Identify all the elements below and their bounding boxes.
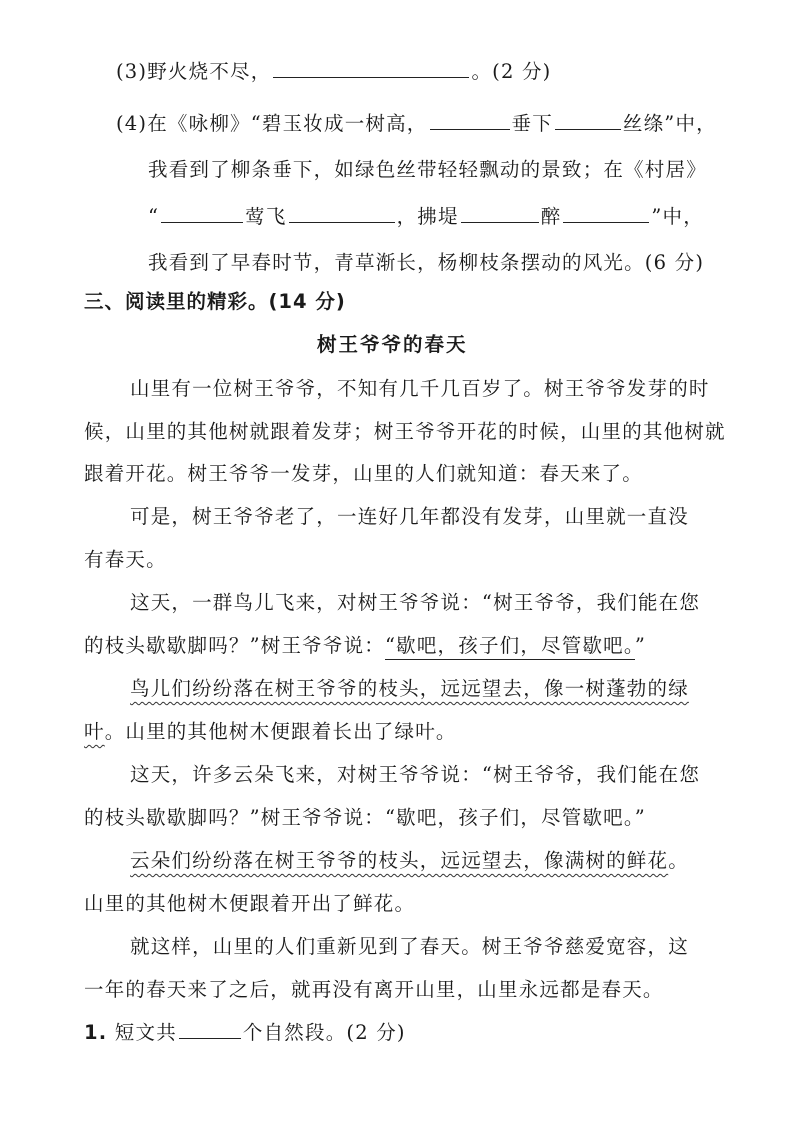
question-1 [84,1019,406,1047]
question-4-text-b: 垂下 [511,112,553,135]
straight-underlined-sentence: “歇吧，孩子们，尽管歇吧。 [385,634,635,660]
answer-blank-q4-1[interactable] [430,111,510,130]
paragraph-3-text: 的枝头歇歇脚吗？”树王爷爷说： [84,634,385,657]
question-4-text-g: ”中， [651,205,704,228]
answer-blank-q3[interactable] [273,59,469,78]
answer-blank-q4-3[interactable] [161,204,243,223]
paragraph-6-period: 。 [668,849,689,872]
question-1-text-a: 短文共 [114,1021,177,1044]
wavy-underlined-sentence-1-end: 叶 [84,720,105,743]
question-4-text-f: 醉 [540,205,562,228]
question-4-line-1 [116,110,717,138]
paragraph-2-line-2: 有春天。 [84,548,167,571]
question-4-line-4: 我看到了早春时节，青草渐长，杨柳枝条摆动的风光。(6 分) [148,251,705,274]
paragraph-4-line-2 [84,718,457,746]
paragraph-4-text: 。山里的其他树木便跟着长出了绿叶。 [104,720,457,743]
paragraph-1-line-1: 山里有一位树王爷爷，不知有几千几百岁了。树王爷爷发芽的时 [130,377,710,400]
passage-title: 树王爷爷的春天 [317,333,468,356]
paragraph-5-line-2: 的枝头歇歇脚吗？”树王爷爷说：“歇吧，孩子们，尽管歇吧。” [84,806,646,829]
paragraph-1-line-3: 跟着开花。树王爷爷一发芽，山里的人们就知道：春天来了。 [84,462,643,485]
question-4-text-a: (4)在《咏柳》“碧玉妆成一树高， [116,112,428,135]
question-4-quote-open: “ [148,205,160,228]
question-3-points: 。(2 分) [471,60,552,83]
paragraph-4-line-1 [130,675,689,703]
paragraph-7-line-1: 就这样，山里的人们重新见到了春天。树王爷爷慈爱宽容，这 [130,935,689,958]
question-4-text-c: 丝绦”中， [622,112,717,135]
question-4-line-3 [148,203,704,231]
paragraph-7-line-2: 一年的春天来了之后，就再没有离开山里，山里永远都是春天。 [84,978,664,1001]
paragraph-3-line-1: 这天，一群鸟儿飞来，对树王爷爷说：“树王爷爷，我们能在您 [130,591,701,614]
wavy-underlined-sentence-2: 云朵们纷纷落在树王爷爷的枝头，远远望去，像满树的鲜花 [130,849,669,872]
paragraph-3-quote-close: ” [634,634,646,657]
paragraph-5-line-1: 这天，许多云朵飞来，对树王爷爷说：“树王爷爷，我们能在您 [130,763,701,786]
paragraph-2-line-1: 可是，树王爷爷老了，一连好几年都没有发芽，山里就一直没 [130,505,689,528]
answer-blank-q4-4[interactable] [289,204,395,223]
question-3 [116,58,551,86]
paragraph-6-line-1 [130,847,689,875]
section-3-heading: 三、阅读里的精彩。(14 分) [84,290,346,313]
question-1-text-b: 个自然段。(2 分) [242,1021,406,1044]
question-4-text-d: 莺飞 [245,205,287,228]
paragraph-6-line-2: 山里的其他树木便跟着开出了鲜花。 [84,892,416,915]
question-4-text-e: ，拂堤 [396,205,459,228]
answer-blank-q4-2[interactable] [555,111,621,130]
wavy-underlined-sentence-1: 鸟儿们纷纷落在树王爷爷的枝头，远远望去，像一树蓬勃的绿 [130,677,689,700]
answer-blank-q1[interactable] [179,1020,241,1039]
question-3-text: (3)野火烧不尽， [116,60,272,83]
answer-blank-q4-6[interactable] [563,204,649,223]
question-1-number: 1. [84,1021,108,1044]
paragraph-3-line-2 [84,632,646,660]
answer-blank-q4-5[interactable] [461,204,539,223]
paragraph-1-line-2: 候，山里的其他树就跟着发芽；树王爷爷开花的时候，山里的其他树就 [84,420,726,443]
question-4-line-2: 我看到了柳条垂下，如绿色丝带轻轻飘动的景致；在《村居》 [148,158,707,181]
